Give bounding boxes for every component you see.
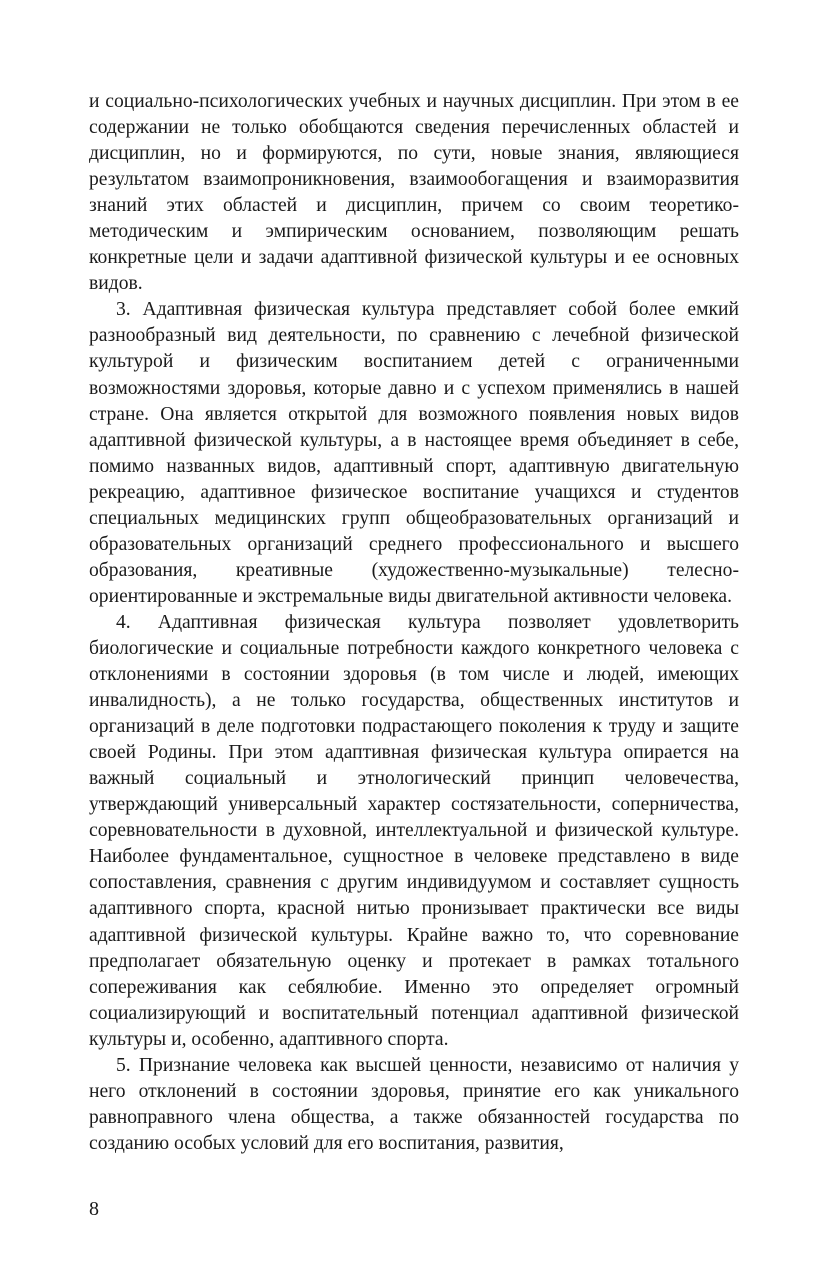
page-number: 8 [89,1198,99,1220]
paragraph-item-4: 4. Адаптивная физическая культура позволяет удовлетворить биологические и социальные потребности каждого конкретного человека с отклонениями в состоянии здоровья (в том числе и людей, имеющих инвалидность), а не только государства, общественных институтов и организаций в деле подготовки подрастающего поколения к труду и защите своей Родины. При этом адаптивная физическая культура опирается на важный социальный и этнологический принцип человечества, утверждающий универсальный характер состязательности, соперничества, соревновательности в духовной, интеллектуальной и физической культуре. Наиболее фундаментальное, сущностное в человеке представлено в виде сопоставления, сравнения с другим индивидуумом и составляет сущность адаптивного спорта, красной нитью пронизывает практически все виды адаптивной физической культуры. Крайне важно то, что соревнование предполагает обязательную оценку и протекает в рамках тотального сопереживания как себялюбие. Именно это определяет огромный социализирующий и воспитательный потенциал адаптивной физической культуры и, особенно, адаптивного спорта. [89,611,739,1050]
paragraph-item-3: 3. Адаптивная физическая культура представляет собой более емкий разнообразный вид деятельности, по сравнению с лечебной физической культурой и физическим воспитанием детей с ограниченными возможностями здоровья, которые давно и с успехом применялись в нашей стране. Она является открытой для возможного появления новых видов адаптивной физической культуры, а в настоящее время объединяет в себе, помимо названных видов, адаптивный спорт, адаптивную двигательную рекреацию, адаптивное физическое воспитание учащихся и студентов специальных медицинских групп общеобразовательных организаций и образовательных организаций среднего профессионального и высшего образования, креативные (художественно-музыкальные) телесно-ориентированные и экстремальные виды двигательной активности человека. [89,299,739,607]
paragraph-item-5: 5. Признание человека как высшей ценности, независимо от наличия у него отклонений в состоянии здоровья, принятие его как уникального равноправного члена общества, а также обязанностей государства по созданию особых условий для его воспитания, развития, [89,1054,739,1154]
body-text [89,89,739,1157]
paragraph-continuation: и социально-психологических учебных и научных дисциплин. При этом в ее содержании не только обобщаются сведения перечисленных областей и дисциплин, но и формируются, по сути, новые знания, являющиеся результатом взаимопроникновения, взаимообогащения и взаиморазвития знаний этих областей и дисциплин, причем со своим теоретико-методическим и эмпирическим основанием, позволяющим решать конкретные цели и задачи адаптивной физической культуры и ее основных видов. [89,91,739,295]
